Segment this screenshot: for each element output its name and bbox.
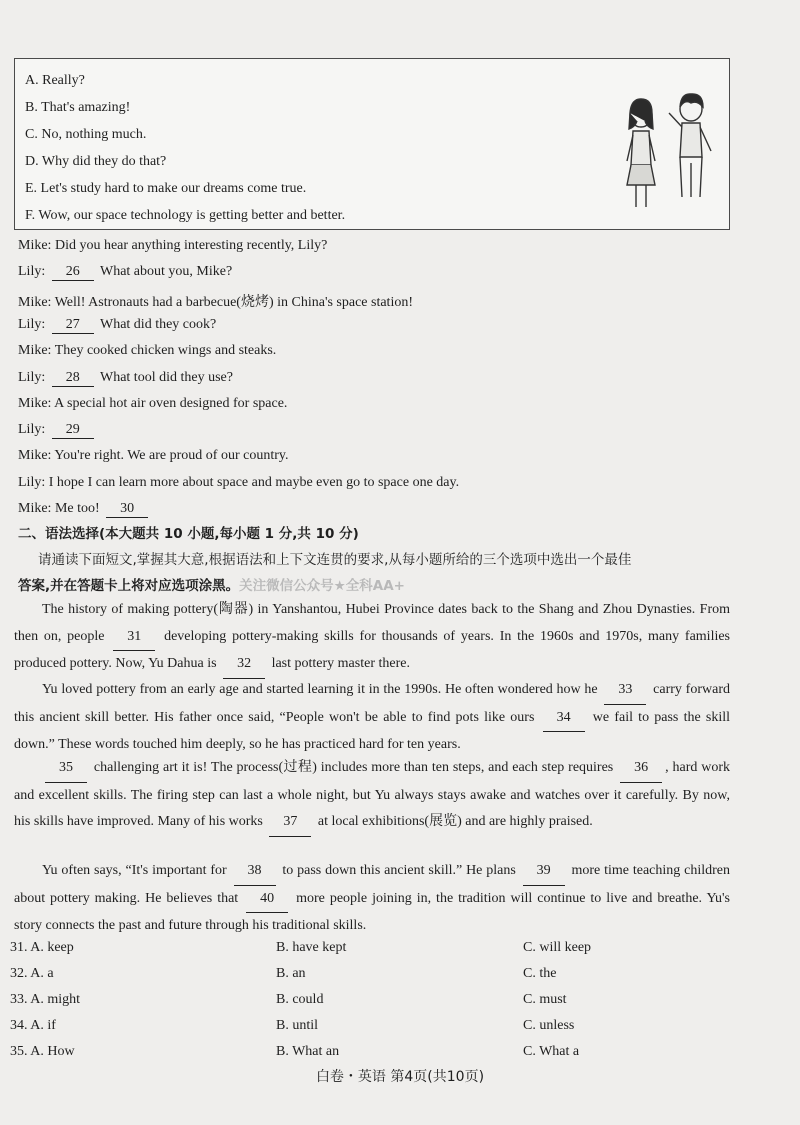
dialogue-text: Well! Astronauts had a barbecue(烧烤) in China's space station! <box>54 294 413 310</box>
two-children-illustration <box>611 85 721 215</box>
option-e: E. Let's study hard to make our dreams come true. <box>25 181 307 196</box>
speaker-label: Mike: <box>18 343 55 359</box>
answer-blank[interactable]: 33 <box>604 677 646 705</box>
answer-blank[interactable]: 40 <box>246 886 288 914</box>
choice-c[interactable]: C. will keep <box>523 940 592 955</box>
answer-blank[interactable]: 28 <box>52 370 94 387</box>
dialogue-line <box>18 475 459 491</box>
passage-text: we fail to pass the skill down.” These words touched him deeply, so he has practiced hard for ten years. <box>14 709 730 752</box>
dialogue-text: They cooked chicken wings and steaks. <box>54 343 277 359</box>
choice-a[interactable]: 31. A. keep <box>10 940 74 955</box>
passage-text: carry forward this ancient skill better. His father once said, “People won't be able to find pots like ours <box>14 682 730 725</box>
passage-text: The history of making pottery(陶器) in Yanshantou, Hubei Province dates back to the Shang and Zhou Dynasties. From then on, people <box>14 602 730 644</box>
answer-blank[interactable]: 26 <box>52 264 94 281</box>
passage-paragraph-1 <box>14 597 730 679</box>
answer-blank[interactable]: 34 <box>543 705 585 733</box>
choice-a[interactable]: 33. A. might <box>10 992 81 1007</box>
passage-text: more time teaching children about pottery making. He believes that <box>14 863 730 906</box>
passage-text: , hard work and excellent skills. The firing step can last a whole night, but Yu always stays awake and watches over it carefully. By now, his skills have improved. Many of his works <box>14 760 730 829</box>
choice-c[interactable]: C. must <box>523 992 567 1007</box>
section-title: 二、语法选择(本大题共 10 小题,每小题 1 分,共 10 分) <box>18 526 359 542</box>
dialogue-line <box>18 422 97 439</box>
dialogue-line <box>18 501 151 518</box>
option-d: D. Why did they do that? <box>25 154 167 169</box>
passage-text: Yu often says, “It's important for <box>42 863 231 878</box>
option-a: A. Really? <box>25 73 85 88</box>
choice-c[interactable]: C. What a <box>523 1044 580 1059</box>
speaker-label: Lily: <box>18 422 49 438</box>
answer-blank[interactable]: 30 <box>106 501 148 518</box>
speaker-label: Mike: <box>18 501 55 516</box>
option-b: B. That's amazing! <box>25 100 131 115</box>
answer-blank[interactable]: 37 <box>269 809 311 837</box>
instruction-line-1: 请通读下面短文,掌握其大意,根据语法和上下文连贯的要求,从每小题所给的三个选项中选出一个最佳 <box>38 552 632 568</box>
dialogue-line <box>18 343 276 359</box>
dialogue-text: What about you, Mike? <box>96 264 233 280</box>
options-box <box>14 58 730 230</box>
dialogue-line <box>18 317 216 334</box>
passage-text: Yu loved pottery from an early age and started learning it in the 1990s. He often wondered how he <box>42 682 602 697</box>
dialogue-text: I hope I can learn more about space and maybe even go to space one day. <box>48 474 460 490</box>
instruction-text: 答案,并在答题卡上将对应选项涂黑。 <box>18 578 240 594</box>
passage-text: last pottery master there. <box>268 656 410 671</box>
dialogue-line <box>18 264 232 281</box>
speaker-label: Lily: <box>18 316 49 332</box>
choice-b[interactable]: B. What an <box>276 1044 340 1059</box>
speaker-label: Lily: <box>18 369 49 385</box>
choice-b[interactable]: B. could <box>276 992 324 1007</box>
option-c: C. No, nothing much. <box>25 127 147 142</box>
speaker-label: Mike: <box>18 294 55 310</box>
choice-b[interactable]: B. have kept <box>276 940 347 955</box>
answer-blank[interactable]: 35 <box>45 755 87 783</box>
choice-c[interactable]: C. unless <box>523 1018 575 1033</box>
watermark-text: 关注微信公众号★全科AA+ <box>239 578 405 594</box>
choice-a[interactable]: 34. A. if <box>10 1018 56 1033</box>
dialogue-line <box>18 291 413 311</box>
dialogue-line <box>18 370 233 387</box>
answer-blank[interactable]: 32 <box>223 651 265 679</box>
answer-blank[interactable]: 39 <box>523 858 565 886</box>
dialogue-text: Did you hear anything interesting recently, Lily? <box>54 238 328 253</box>
speaker-label: Mike: <box>18 238 55 253</box>
speaker-label: Lily: <box>18 264 49 280</box>
choice-a[interactable]: 32. A. a <box>10 966 54 981</box>
speaker-label: Mike: <box>18 395 55 411</box>
passage-paragraph-2 <box>14 677 730 759</box>
dialogue-line <box>18 448 288 464</box>
passage-text: at local exhibitions(展览) and are highly praised. <box>314 814 593 829</box>
instruction-line-2 <box>18 574 405 594</box>
answer-blank[interactable]: 27 <box>52 317 94 334</box>
answer-blank[interactable]: 38 <box>234 858 276 886</box>
page-footer: 白卷・英语 第4页(共10页) <box>315 1069 485 1085</box>
dialogue-text: Me too! <box>54 501 104 516</box>
dialogue-text: You're right. We are proud of our country. <box>54 448 289 464</box>
choice-b[interactable]: B. until <box>276 1018 319 1033</box>
speaker-label: Mike: <box>18 448 55 464</box>
dialogue-line <box>18 396 287 412</box>
speaker-label: Lily: <box>18 474 49 490</box>
dialogue-text: A special hot air oven designed for space. <box>54 395 288 411</box>
passage-paragraph-3 <box>14 755 730 837</box>
passage-text: more people joining in, the tradition will continue to live and breathe. Yu's story connects the past and future through his traditional skills. <box>14 890 730 933</box>
choice-b[interactable]: B. an <box>276 966 306 981</box>
dialogue-text: What tool did they use? <box>96 369 233 385</box>
choice-c[interactable]: C. the <box>523 966 557 981</box>
option-f: F. Wow, our space technology is getting better and better. <box>25 208 346 223</box>
answer-blank[interactable]: 36 <box>620 755 662 783</box>
passage-paragraph-4 <box>14 858 730 940</box>
passage-text: challenging art it is! The process(过程) includes more than ten steps, and each step requires <box>90 760 618 775</box>
passage-text: to pass down this ancient skill.” He plans <box>278 863 520 878</box>
passage-text: developing pottery-making skills for thousands of years. In the 1960s and 1970s, many families produced pottery. Now, Yu Dahua is <box>14 628 731 671</box>
choice-a[interactable]: 35. A. How <box>10 1044 75 1059</box>
answer-blank[interactable]: 29 <box>52 422 94 439</box>
dialogue-text: What did they cook? <box>96 316 217 332</box>
answer-blank[interactable]: 31 <box>113 624 155 652</box>
dialogue-line <box>18 238 327 254</box>
